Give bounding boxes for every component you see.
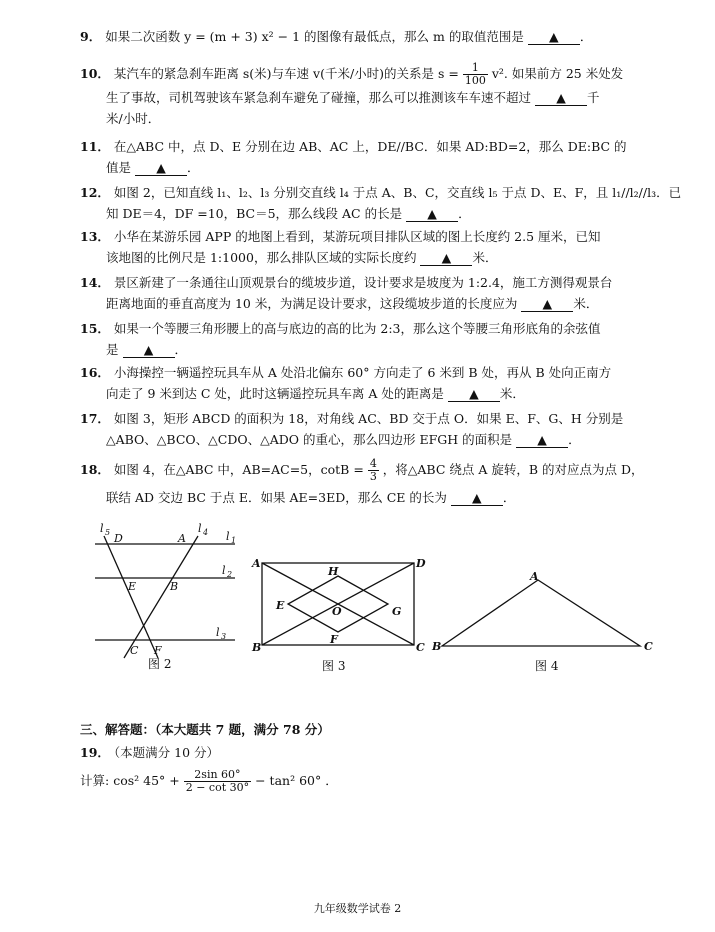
point-B: B [432,640,442,653]
question-number: 19． [80,745,110,760]
question-text: 距离地面的垂直高度为 10 米，为满足设计要求，这段缆坡步道的长度应为 [106,296,518,311]
figure-2-caption: 图 2 [148,657,172,671]
question-text: 米/小时． [106,111,161,126]
point-E: E [276,599,285,612]
svg-text:4: 4 [203,528,209,537]
svg-text:5: 5 [105,528,111,537]
question-text: 小华在某游乐园 APP 的地图上看到，某游玩项目排队区域的图上长度约 2.5 厘米，已知 [113,229,601,244]
question-text: 如图 2，已知直线 l₁、l₂、l₃ 分别交直线 l₄ 于点 A、B、C，交直线 l₅ 于点 D、E、F，且 l₁//l₂//l₃．已 [113,185,682,200]
point-C: C [644,640,653,653]
point-D: D [416,557,426,570]
question-number: 16． [80,365,110,380]
answer-blank: ▲ [516,433,568,448]
question-16: 16． 小海操控一辆遥控玩具车从 A 处沿北偏东 60° 方向走了 6 米到 B 处，再从 B 处向正南方 向走了 9 米到达 C 处，此时这辆遥控玩具车离 A 处的距离是 ▲ 米． [80,365,612,401]
answer-blank: ▲ [451,491,503,506]
expression-part: cos² 45° + [113,773,180,788]
point-B: B [252,641,262,654]
question-10: 10． 某汽车的紧急刹车距离 s(米)与车速 v(千米/小时)的关系是 s = $\frac{1}{100}$ v². 如果前方 25 米处发 生了事故，司机驾驶该车紧急刹车避免了碰撞，那么可以推测该车车速不超过 ▲ 千 米/小时． [80,61,624,126]
question-number: 11． [80,139,110,154]
question-number: 9． [80,29,102,44]
question-text: 小海操控一辆遥控玩具车从 A 处沿北偏东 60° 方向走了 6 米到 B 处，再从 B 处向正南方 [113,365,612,380]
label-l4: l [198,522,202,535]
question-14: 14． 景区新建了一条通往山顶观景台的缆坡步道，设计要求是坡度为 1:2.4，施工方测得观景台 距离地面的垂直高度为 10 米，为满足设计要求，这段缆坡步道的长度应为 ▲ 米． [80,275,613,311]
question-text: 该地图的比例尺是 1:1000，那么排队区域的实际长度约 [106,250,417,265]
label-l5: l [100,522,104,535]
question-18: 18． 如图 4，在△ABC 中，AB=AC=5，cotB = $\frac{4}{3}$ ，将△ABC 绕点 A 旋转，B 的对应点为点 D， 联结 AD 交边 BC 于点 E．如果 AE=3ED，那么 CE 的长为 ▲ ． [80,457,644,505]
question-text: 计算: [80,773,110,788]
answer-blank: ▲ [135,161,187,176]
answer-blank: ▲ [406,207,458,222]
question-number: 17． [80,411,110,426]
question-text: v². 如果前方 25 米处发 [491,66,624,81]
answer-blank: ▲ [535,91,587,106]
point-H: H [328,565,339,578]
question-11: 11． 在△ABC 中，点 D、E 分别在边 AB、AC 上，DE//BC．如果 AD:BD=2，那么 DE:BC 的 值是 ▲ ． [80,139,627,175]
question-note: （本题满分 10 分） [113,745,220,760]
figure-2 [90,518,240,663]
question-text: 如果一个等腰三角形腰上的高与底边的高的比为 2:3，那么这个等腰三角形底角的余弦值 [113,321,601,336]
question-number: 12． [80,185,110,200]
fraction: $\frac{2\sin 60^\circ}{2 - \cot 30^\circ}$ [185,768,250,794]
question-text: 向走了 9 米到达 C 处，此时这辆遥控玩具车离 A 处的距离是 [106,386,444,401]
svg-text:3: 3 [221,632,227,641]
point-F: F [154,644,162,657]
point-D: D [114,532,123,545]
figure-3 [250,555,430,655]
figure-3-caption: 图 3 [322,659,346,673]
point-A: A [178,532,186,545]
question-13: 13． 小华在某游乐园 APP 的地图上看到，某游玩项目排队区域的图上长度约 2.5 厘米，已知 该地图的比例尺是 1:1000，那么排队区域的实际长度约 ▲ 米． [80,229,601,265]
point-A: A [530,570,539,583]
point-F: F [330,633,338,646]
point-G: G [392,605,402,618]
point-A: A [252,557,261,570]
answer-blank: ▲ [123,343,175,358]
question-9: 9． 如果二次函数 y = (m + 3) x² − 1 的图像有最低点，那么 m 的取值范围是 ▲ ． [80,29,593,44]
point-C: C [416,641,425,654]
point-O: O [332,605,342,618]
question-number: 15． [80,321,110,336]
question-19-expression [80,766,690,796]
question-text: △ABO、△BCO、△CDO、△ADO 的重心，那么四边形 EFGH 的面积是 [106,432,513,447]
question-number: 18． [80,462,110,477]
answer-blank: ▲ [521,297,573,312]
figure-4 [430,568,660,653]
label-l3: l [216,626,220,639]
question-text: 如图 4，在△ABC 中，AB=AC=5，cotB = [113,462,364,477]
answer-blank: ▲ [420,251,472,266]
fraction: $\frac{4}{3}$ [369,457,377,483]
svg-text:1: 1 [231,536,237,545]
question-text: 联结 AD 交边 BC 于点 E．如果 AE=3ED，那么 CE 的长为 [106,490,447,505]
question-text: 生了事故，司机驾驶该车紧急刹车避免了碰撞，那么可以推测该车车速不超过 [106,90,532,105]
question-12: 12． 如图 2，已知直线 l₁、l₂、l₃ 分别交直线 l₄ 于点 A、B、C，交直线 l₅ 于点 D、E、F，且 l₁//l₂//l₃．已 知 DE＝4，DF =10，BC＝5，那么线段 AC 的长是 ▲ ． [80,185,682,221]
question-text: 如图 3，矩形 ABCD 的面积为 18，对角线 AC、BD 交于点 O．如果 E、F、G、H 分别是 [113,411,624,426]
question-number: 13． [80,229,110,244]
question-15: 15． 如果一个等腰三角形腰上的高与底边的高的比为 2:3，那么这个等腰三角形底角的余弦值 是 ▲ ． [80,321,601,357]
question-19 [80,742,690,763]
question-number: 14． [80,275,110,290]
point-C: C [130,644,139,657]
question-text: 某汽车的紧急刹车距离 s(米)与车速 v(千米/小时)的关系是 s = [113,66,459,81]
page-footer: 九年级数学试卷 2 [313,902,402,915]
point-B: B [170,580,179,593]
label-l1: l [226,530,230,543]
question-text: 如果二次函数 y = (m + 3) x² − 1 的图像有最低点，那么 m 的取值范围是 [105,29,524,44]
svg-text:2: 2 [227,570,233,579]
question-number: 10． [80,66,110,81]
question-text: ，将△ABC 绕点 A 旋转，B 的对应点为点 D， [382,462,644,477]
question-text: 值是 [106,160,132,175]
question-text: 景区新建了一条通往山顶观景台的缆坡步道，设计要求是坡度为 1:2.4，施工方测得观景台 [113,275,613,290]
question-17: 17． 如图 3，矩形 ABCD 的面积为 18，对角线 AC、BD 交于点 O．如果 E、F、G、H 分别是 △ABO、△BCO、△CDO、△ADO 的重心，那么四边形 EFGH 的面积是 ▲ ． [80,411,624,447]
label-l2: l [222,564,226,577]
figure-4-caption: 图 4 [535,659,559,673]
point-E: E [128,580,137,593]
question-text: 是 [106,342,119,357]
section-title: 三、解答题：（本大题共 7 题，满分 78 分） [80,722,330,737]
question-text: 知 DE＝4，DF =10，BC＝5，那么线段 AC 的长是 [106,206,403,221]
answer-blank: ▲ [448,387,500,402]
question-text: 在△ABC 中，点 D、E 分别在边 AB、AC 上，DE//BC．如果 AD:BD=2，那么 DE:BC 的 [113,139,627,154]
expression-part: − tan² 60° ． [255,773,338,788]
fraction: $\frac{1}{100}$ [464,61,486,87]
answer-blank: ▲ [528,30,580,45]
